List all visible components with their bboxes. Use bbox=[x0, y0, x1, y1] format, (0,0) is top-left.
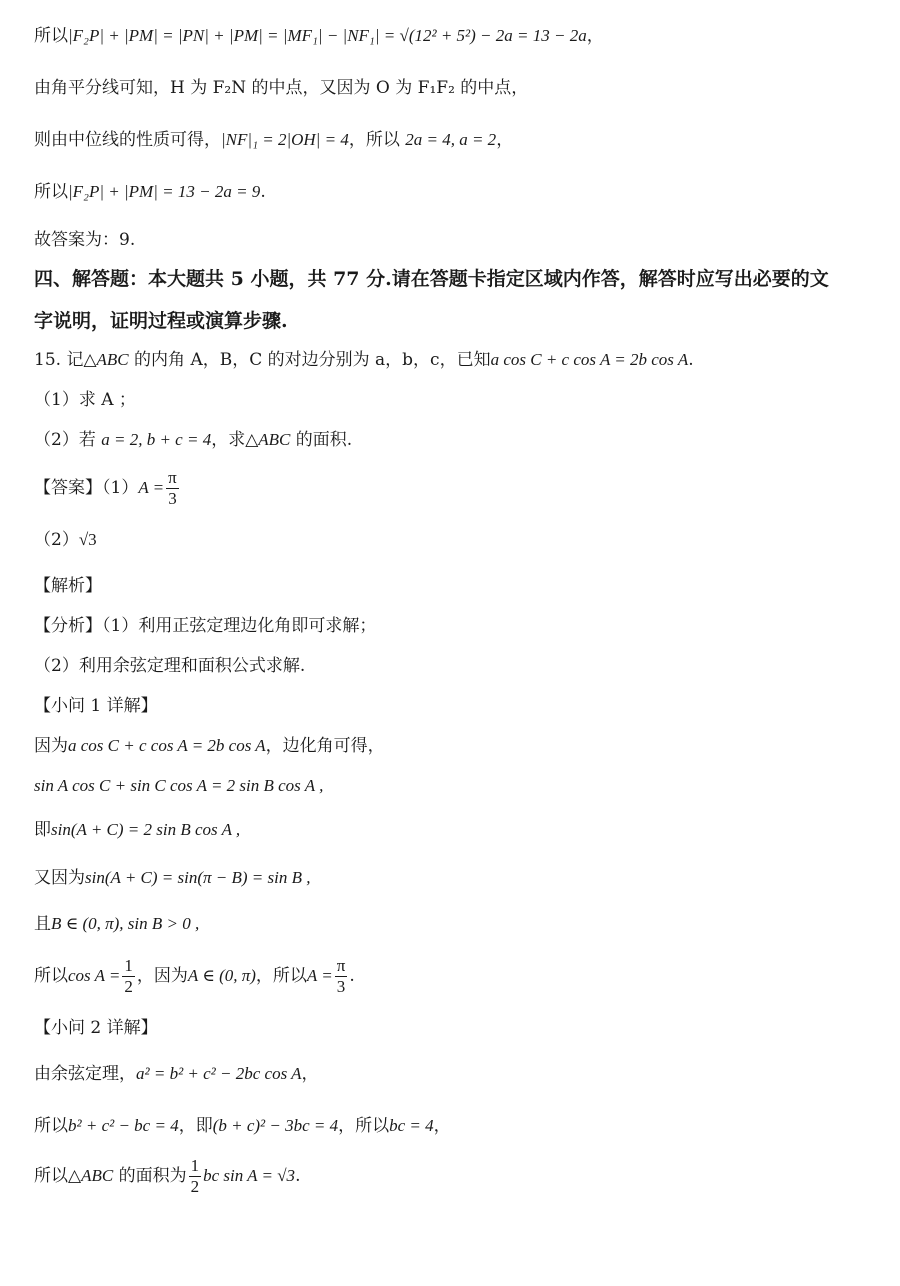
text: . bbox=[295, 1166, 301, 1186]
subquestion-2-heading bbox=[34, 1016, 880, 1040]
analysis-label bbox=[34, 574, 880, 598]
solution-step-2 bbox=[34, 774, 880, 798]
text: ，即 bbox=[178, 1116, 213, 1136]
fraction bbox=[335, 956, 348, 997]
text: 即 bbox=[34, 820, 51, 840]
text: ，所以 bbox=[348, 130, 406, 150]
line-angle-bisector bbox=[34, 76, 880, 100]
formula: sin(A + C) = sin(π − B) = sin B , bbox=[85, 868, 311, 887]
solution2-step-1 bbox=[34, 1062, 880, 1086]
formula: △ABC bbox=[83, 350, 129, 369]
answer-line-2 bbox=[34, 528, 880, 552]
solution2-step-3 bbox=[34, 1154, 880, 1198]
solution-step-1 bbox=[34, 734, 880, 758]
text: 【小问 2 详解】 bbox=[34, 1018, 158, 1038]
formula: sin A cos C + sin C cos A = 2 sin B cos A , bbox=[34, 776, 324, 795]
text: ，因为 bbox=[136, 966, 188, 986]
text: 【解析】 bbox=[34, 576, 102, 596]
formula: a = 2, b + c = 4 bbox=[101, 430, 212, 449]
denominator: 2 bbox=[124, 977, 133, 996]
solution2-step-2 bbox=[34, 1114, 880, 1138]
text: . bbox=[349, 966, 355, 986]
numerator: 1 bbox=[190, 1156, 200, 1175]
solution-step-3 bbox=[34, 818, 880, 842]
numerator: 1 bbox=[124, 956, 133, 975]
text: ，边化角可得， bbox=[265, 736, 385, 756]
text: 的面积为 bbox=[113, 1166, 187, 1186]
text: 的面积. bbox=[290, 430, 353, 450]
subquestion-1-heading bbox=[34, 694, 880, 718]
section-heading-line1 bbox=[34, 266, 880, 292]
text: 因为 bbox=[34, 736, 68, 756]
text: 所以 bbox=[34, 26, 68, 46]
heading-text: 四、解答题：本大题共 5 小题，共 77 分.请在答题卡指定区域内作答，解答时应写出必要的文 bbox=[34, 268, 829, 290]
numerator: π bbox=[336, 956, 346, 975]
formula: √3 bbox=[78, 530, 97, 549]
line-answer-9 bbox=[34, 228, 880, 252]
line-result bbox=[34, 180, 880, 204]
fraction bbox=[189, 1156, 202, 1197]
text: 【小问 1 详解】 bbox=[34, 696, 158, 716]
question-15-part1 bbox=[34, 388, 880, 412]
line-midline bbox=[34, 128, 880, 152]
denominator: 3 bbox=[336, 977, 346, 996]
text: 所以 bbox=[34, 182, 68, 202]
text: （1）利用正弦定理边化角即可求解； bbox=[102, 616, 377, 636]
analysis-part2 bbox=[34, 654, 880, 678]
line-f2p-sum bbox=[34, 24, 880, 48]
text: 由余弦定理， bbox=[34, 1064, 136, 1084]
formula: A = bbox=[306, 966, 333, 985]
text: ，求 bbox=[211, 430, 246, 450]
text: ，所以 bbox=[255, 966, 307, 986]
formula: a² = b² + c² − 2bc cos A bbox=[136, 1064, 302, 1083]
section-heading-line2 bbox=[34, 308, 880, 334]
text: （1） bbox=[102, 478, 139, 498]
formula: A ∈ (0, π) bbox=[187, 966, 256, 985]
fraction bbox=[122, 956, 135, 997]
text: （2）若 bbox=[34, 430, 102, 450]
answer-line-1 bbox=[34, 466, 880, 510]
text: ， bbox=[586, 26, 604, 46]
solution-step-5 bbox=[34, 912, 880, 936]
analysis-part1 bbox=[34, 614, 880, 638]
text: 所以 bbox=[34, 1116, 68, 1136]
formula: 2a = 4, a = 2 bbox=[405, 130, 497, 149]
formula: a cos C + c cos A = 2b cos A bbox=[490, 350, 689, 369]
heading-text: 字说明，证明过程或演算步骤. bbox=[34, 310, 288, 332]
text: 则由中位线的性质可得， bbox=[34, 130, 221, 150]
text: ， bbox=[301, 1064, 319, 1084]
formula: |F₂P| + |PM| = 13 − 2a = 9 bbox=[68, 182, 261, 201]
question-15 bbox=[34, 348, 880, 372]
solution-step-4 bbox=[34, 866, 880, 890]
text: 所以 bbox=[34, 966, 68, 986]
text: 【分析】 bbox=[34, 616, 102, 636]
text: 15. 记 bbox=[34, 350, 84, 370]
text: 故答案为：9. bbox=[34, 230, 136, 250]
text: ，所以 bbox=[338, 1116, 390, 1136]
formula: △ABC bbox=[245, 430, 291, 449]
numerator: π bbox=[168, 468, 177, 487]
text: 的内角 A，B，C 的对边分别为 a，b，c，已知 bbox=[128, 350, 491, 370]
text: （2） bbox=[34, 530, 79, 550]
denominator: 3 bbox=[168, 489, 177, 508]
text: . bbox=[688, 350, 694, 370]
text: （1）求 A ； bbox=[34, 390, 136, 410]
formula: (b + c)² − 3bc = 4 bbox=[212, 1116, 339, 1135]
text: （2）利用余弦定理和面积公式求解. bbox=[34, 656, 306, 676]
formula: sin(A + C) = 2 sin B cos A , bbox=[51, 820, 241, 839]
text: 由角平分线可知，H 为 F₂N 的中点，又因为 O 为 F₁F₂ 的中点， bbox=[34, 78, 529, 98]
formula: cos A = bbox=[68, 966, 121, 985]
text: ， bbox=[433, 1116, 451, 1136]
formula: △ABC bbox=[68, 1166, 114, 1185]
formula: |NF|₁ = 2|OH| = 4 bbox=[221, 130, 349, 149]
question-15-part2 bbox=[34, 428, 880, 452]
answer-label: 【答案】 bbox=[34, 478, 102, 498]
formula: a cos C + c cos A = 2b cos A bbox=[68, 736, 266, 755]
formula: b² + c² − bc = 4 bbox=[68, 1116, 179, 1135]
formula: A = bbox=[138, 478, 165, 497]
fraction bbox=[166, 468, 179, 509]
formula: bc = 4 bbox=[389, 1116, 434, 1135]
text: ， bbox=[496, 130, 514, 150]
formula: |F₂P| + |PM| = |PN| + |PM| = |MF₁| − |NF₁| = √(12² + 5²) − 2a = 13 − 2a bbox=[68, 26, 587, 45]
text: 且 bbox=[34, 914, 51, 934]
text: 又因为 bbox=[34, 868, 85, 888]
formula: B ∈ (0, π), sin B > 0 , bbox=[51, 914, 200, 933]
solution-step-6 bbox=[34, 954, 880, 998]
denominator: 2 bbox=[190, 1177, 200, 1196]
formula: bc sin A = √3 bbox=[203, 1166, 296, 1185]
text: 所以 bbox=[34, 1166, 68, 1186]
text: . bbox=[260, 182, 266, 202]
